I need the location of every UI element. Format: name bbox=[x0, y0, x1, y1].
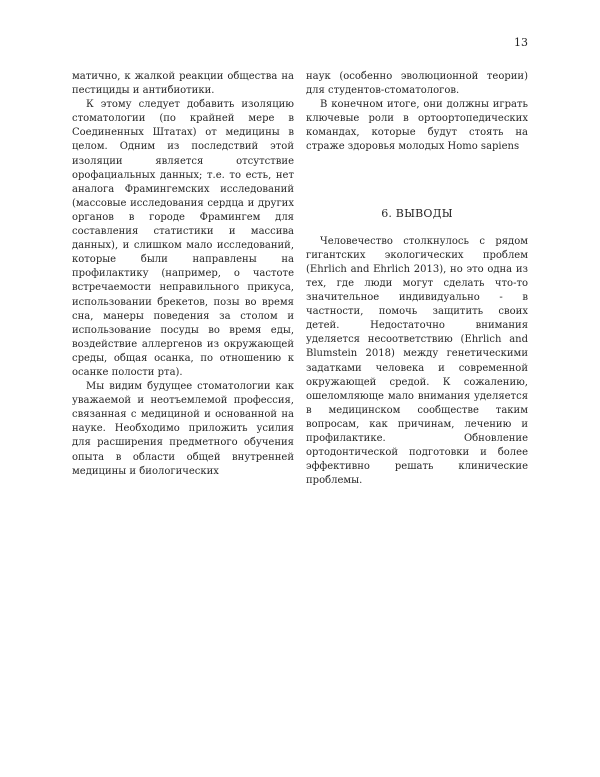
paragraph-future: Мы видим будущее стоматологии как уважаемой и неотъемлемой профессия, связанная с медициной и основанной на науке. Необходимо приложить усилия для расширения предметного обучения опыта в области общей внутренней медицины и биологических bbox=[72, 381, 294, 477]
left-column bbox=[72, 70, 294, 479]
paragraph-conclusions: Человечество столкнулось с рядом гигантских экологических проблем (Ehrlich and Ehrlich 2013), но это одна из тех, где люди могут сделать что-то значительное индивидуально - в частности, помочь защитить своих детей. Недостаточно внимания уделяется несоответствию (Ehrlich and Blumstein 2018) между генетическими задатками человека и современной окружающей средой. К сожалению, ошеломляюще мало внимания уделяется в медицинском сообществе таким вопросам, как причинам, лечению и профилактике. Обновление ортодонтической подготовки и более эффективно решать клинические проблемы. bbox=[306, 235, 528, 487]
page-number: 13 bbox=[514, 36, 528, 49]
paragraph-continuation: матично, к жалкой реакции общества на пестициды и антибиотики. bbox=[72, 71, 294, 97]
paragraph-roles: В конечном итоге, они должны играть ключевые роли в ортоортопедических командах, которые будут стоять на страже здоровья молодых Homo sapiens bbox=[306, 99, 528, 153]
paragraph-isolation: К этому следует добавить изоляцию стоматологии (по крайней мере в Соединенных Штатах) от медицины в целом. Одним из последствий этой изоляции является отсутствие орофациальных данных; т.е. то есть, нет аналога Фрамингемских исследований (массовые исследования сердца и других органов в городе Фрамингем для составления статистики и массива данных), и слишком мало исследований, которые были направлены на профилактику (например, о частоте встречаемости неправильного прикуса, использовании брекетов, позы во время сна, манеры поведения за столом и использование посуды во время еды, воздействие аллергенов из окружающей среды, общая осанка, по отношению к осанке полости рта). bbox=[72, 99, 294, 378]
paragraph-continuation-right: наук (особенно эволюционной теории) для студентов-стоматологов. bbox=[306, 71, 528, 97]
right-column bbox=[306, 70, 528, 488]
section-heading-conclusions: 6. ВЫВОДЫ bbox=[381, 206, 453, 220]
